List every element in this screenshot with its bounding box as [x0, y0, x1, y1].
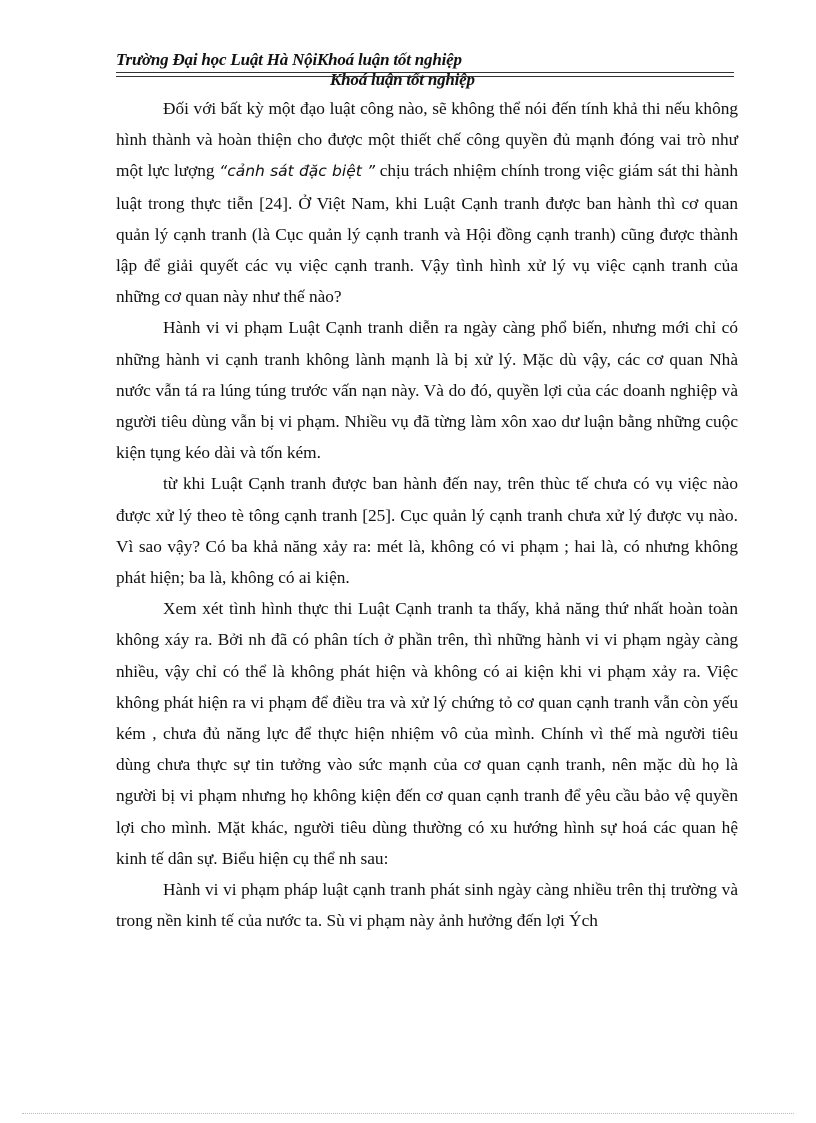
paragraph-5: Hành vi vi phạm pháp luật cạnh tranh phát sinh ngày càng nhiều trên thị trường và trong nền kinh tế của nước ta. Sù vi phạm này ảnh hưởng đến lợi Ých: [116, 880, 738, 931]
header-rule-top: [116, 72, 734, 73]
paragraph-3: từ khi Luật Cạnh tranh được ban hành đến nay, trên thùc tế chưa có vụ việc nào được xử lý theo tè tông cạnh tranh [25]. Cục quản lý cạnh tranh chưa xử lý được vụ nào. Vì sao vậy? Có ba khả năng xảy ra: mét là, không có vi phạm ; hai là, có nhưng không phát hiện; ba là, không có ai kiện.: [116, 474, 738, 588]
paragraph-1-italic-quote: “cảnh sát đặc biệt ”: [219, 162, 376, 181]
page-bottom-divider: [22, 1113, 794, 1114]
header-subtitle: Khoá luận tốt nghiệp: [330, 70, 475, 89]
paragraph-2: Hành vi vi phạm Luật Cạnh tranh diễn ra ngày càng phổ biến, nhưng mới chỉ có những hành vi cạnh tranh không lành mạnh là bị xử lý. Mặc dù vậy, các cơ quan Nhà nước vẫn tá ra lúng túng trước vấn nạn này. Và do đó, quyền lợi của các doanh nghiệp và người tiêu dùng vẫn bị vi phạm. Nhiều vụ đã từng làm xôn xao dư luận bằng những cuộc kiện tụng kéo dài và tốn kém.: [116, 318, 738, 463]
header-rule-bottom: [116, 76, 734, 77]
paragraph-4: Xem xét tình hình thực thi Luật Cạnh tranh ta thấy, khả năng thứ nhất hoàn toàn không xáy ra. Bởi nh đã có phân tích ở phần trên, thì những hành vi vi phạm ngày càng nhiều, vậy chỉ có thể là không phát hiện và không có ai kiện khi vi phạm xảy ra. Việc không phát hiện ra vi phạm để điều tra và xử lý chứng tỏ cơ quan cạnh tranh vẫn còn yếu kém , chưa đủ năng lực để thực hiện nhiệm vô của mình. Chính vì thế mà người tiêu dùng chưa thực sự tin tưởng vào sức mạnh của cơ quan cạnh tranh, nên mặc dù họ là người bị vi phạm nhưng họ không kiện đến cơ quan cạnh tranh để yêu cầu bảo vệ quyền lợi cho mình. Mặt khác, người tiêu dùng thường có xu hướng hình sự hoá các quan hệ kinh tế dân sự. Biểu hiện cụ thể nh sau:: [116, 599, 738, 868]
paragraph-1-text-b: chịu trách nhiệm chính trong việc giám sát thi hành luật trong thực tiễn [24]. Ở Việt Nam, khi Luật Cạnh tranh được ban hành thì cơ quan quản lý cạnh tranh (là Cục quản lý cạnh tranh và Hội đồng cạnh tranh) cũng được thành lập để giải quyết các vụ việc cạnh tranh. Vậy tình hình xử lý vụ việc cạnh tranh của những cơ quan này như thế nào?: [116, 161, 738, 307]
header-title: Trường Đại học Luật Hà NộiKhoá luận tốt nghiệp: [116, 50, 462, 69]
page-header: [116, 50, 736, 90]
document-body: [116, 93, 738, 936]
paragraph-1-text-a: Đối với bất kỳ một đạo luật công nào, sẽ không thể nói đến tính khả thi nếu không hình thành và hoàn thiện cho được một thiết chế công quyền đủ mạnh đóng vai trò như một lực lượng: [116, 99, 738, 181]
paragraph-1: [116, 93, 738, 312]
